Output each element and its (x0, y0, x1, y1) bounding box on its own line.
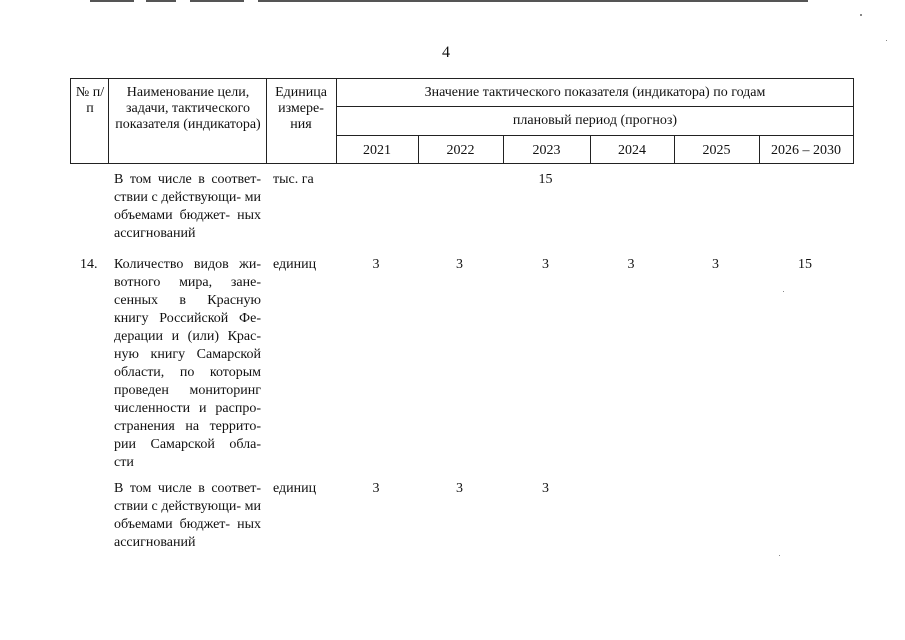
scan-edge-line (90, 0, 134, 2)
scan-edge-line (258, 0, 808, 2)
scan-speck (860, 14, 862, 16)
header-number: № п/п (75, 85, 105, 116)
row-value: 3 (372, 481, 380, 496)
header-unit: Единица измере- ния (275, 85, 327, 132)
header-year: 2021 (363, 143, 391, 158)
header-values: Значение тактического показателя (индикатора) по годам (424, 85, 766, 100)
row-value: 3 (542, 481, 549, 496)
row-value: 3 (456, 257, 463, 272)
row-value: 15 (538, 172, 553, 187)
row-number: 14. (80, 257, 98, 272)
header-year: 2025 (702, 143, 731, 158)
header-year: 2023 (532, 143, 561, 158)
row-unit: единиц (273, 481, 317, 496)
row-value: 3 (456, 481, 463, 496)
row-name: В том числе в соответ- ствии с действующи- ми объемами бюджет- ных ассигнований (114, 481, 261, 550)
scan-edge-line (190, 0, 244, 2)
row-value: 3 (372, 257, 380, 272)
row-name: В том числе в соответ- ствии с действующи- ми объемами бюджет- ных ассигнований (114, 172, 261, 241)
row-value: 15 (798, 257, 812, 272)
row-value: 3 (627, 257, 635, 272)
scan-speck (779, 555, 780, 556)
row-name: Количество видов жи- вотного мира, зане- сенных в Красную книгу Российской Фе- дерации и (или) Крас- ную книгу Самарской области, по которым проведен мониторинг численности и распро- странения на террито- рии Самарской обла- сти (114, 257, 261, 470)
scan-speck (886, 40, 887, 41)
header-year: 2026 – 2030 (771, 143, 841, 158)
header-year: 2022 (446, 143, 475, 158)
row-value: 3 (542, 257, 549, 272)
row-unit: единиц (273, 257, 317, 272)
table-header (70, 78, 854, 164)
page-number: 4 (442, 44, 450, 61)
scan-edge-line (146, 0, 176, 2)
header-planned-period: плановый период (прогноз) (512, 113, 678, 128)
row-value: 3 (712, 257, 719, 272)
scan-speck (783, 291, 784, 292)
row-unit: тыс. га (273, 172, 314, 187)
header-name: Наименование цели, задачи, тактического показателя (индикатора) (115, 85, 261, 132)
header-year: 2024 (618, 143, 646, 158)
